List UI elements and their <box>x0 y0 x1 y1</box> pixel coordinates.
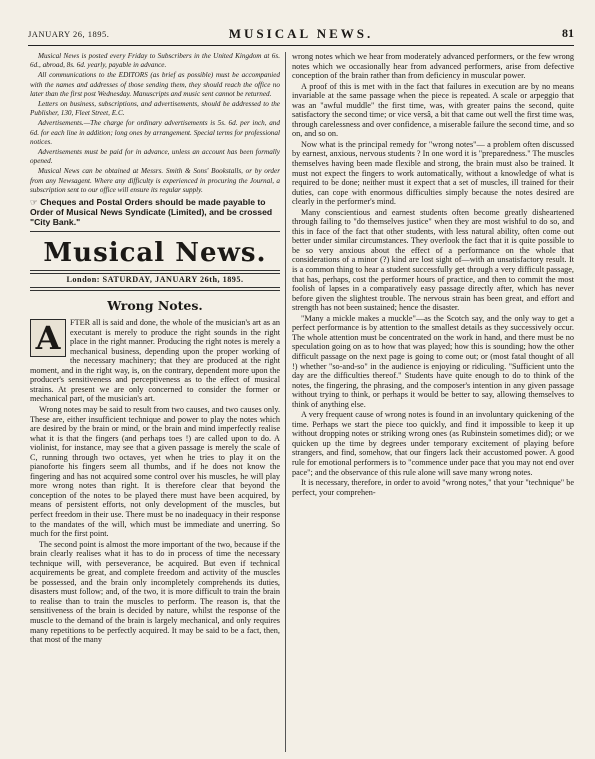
page-number: 81 <box>562 26 574 40</box>
article-paragraph: The second point is almost the more important of the two, because if the brain clearly realises what it has to do in process of time the necessary technique will, with perseverance, be acquired. But even if technical acquirements be great, and complete freedom and activity of the muscles be possessed, and the brain only incompletely comprehends its duties, disasters must follow; and, of the two, it is more difficult to train the brain to realise than to train the muscles to perform. The reason is, that the sensitiveness of the brain is decided by nature, whilst the response of the muscle to the demand of the brain is largely mechanical, and only requires many repetitions to be perfectly acquired. It may be said to be a fact, then, that most of the many <box>30 539 280 645</box>
article-paragraph: Many conscientious and earnest students often become greatly disheartened through failing to "do themselves justice" when they are most wishful to do so, and this in face of the fact that other students, with less natural ability, often come out better under similar circumstances. They overlook the fact that it is quite possible to be so very anxious about the effect of a performance on the whole that considerations of a minor (?) kind are lost sight of—with an unsatisfactory result. It is a common thing to hear a student successfully get through a very difficult passage, that has, perhaps, cost the performer hours of practice, and then to commit the most foolish of lapses in a comparatively easy passage directly after, which has never before given the slightest trouble. The nervous strain has been great, and effort and strength has not been sustained; hence the disaster. <box>292 207 574 313</box>
masthead-rule <box>30 270 280 274</box>
publisher-notices <box>30 52 280 195</box>
running-head-title: MUSICAL NEWS. <box>228 26 374 41</box>
left-column <box>30 52 280 646</box>
notice-advertisements: Advertisements.—The charge for ordinary advertisements is 5s. 6d. per inch, and 6d. for each line in addition; long ones by arrangement. Special terms for professional notices. <box>30 119 280 146</box>
dateline-rule <box>30 287 280 291</box>
cheque-notice: ☞ Cheques and Postal Orders should be made payable to Order of Musical News Syndicate (Limited), and be crossed "City Bank." <box>30 197 273 228</box>
running-head <box>28 26 574 42</box>
masthead: Musical News. <box>43 238 267 269</box>
notice-subscription: Musical News is posted every Friday to Subscribers in the United Kingdom at 6s. 6d., abroad, 8s. 6d. yearly, payable in advance. <box>30 52 280 70</box>
article-body-right <box>292 52 574 497</box>
article-paragraph: Wrong notes may be said to result from two causes, and two causes only. These are, either insufficient technique and power to play the notes which are desired by the brain or mind, or the brain and mind imperfectly realise what it is that the fingers (and perhaps toes !) are called upon to do. A violinist, for instance, may see that a given passage is merely the scale of C, running through two octaves, yet when he tries to play it on the pianoforte his fingers seem all thumbs, and if he does not know the fingering and has not acquired some control over his muscles, he will play more wrong notes than right. It is therefore clear that beyond the conception of the notes to be played there must have been acquired, by means of persistent efforts, not only development of the muscles, but perfect freedom in their use. There must be no inadequacy in their response to the mandates of the will, which must be immediate and unerring. So much for the first point. <box>30 404 280 539</box>
article-title: Wrong Notes. <box>107 298 203 314</box>
column-divider <box>285 52 286 752</box>
article-body-left <box>30 318 280 645</box>
header-rule <box>28 45 574 46</box>
right-column <box>292 52 574 498</box>
article-paragraph: Now what is the principal remedy for "wrong notes"— a problem often discussed by earnest, anxious, nervous students ? In one word it is "preparedness." The muscles themselves having been made flexible and strong, the brain must also be trained. It must not expect the fingers to work automatically, without a knowledge of what is required to be done; neither must it expect that a set of muscles, ill trained for their duties, can cope with enormous difficulties simply because the notes desired are clearly in the performer's mind. <box>292 139 574 207</box>
running-head-date: JANUARY 26, 1895. <box>28 29 110 39</box>
notice-rule <box>30 231 280 232</box>
notice-bookstalls: Musical News can be obtained at Messrs. Smith & Sons' Bookstalls, or by order from any Newsagent. Where any difficulty is experienced in procuring the Journal, a subscription sent to our office will ensure its regular supply. <box>30 167 280 194</box>
article-paragraph: A very frequent cause of wrong notes is found in an involuntary quickening of the time. Perhaps we start the piece too quickly, and find it impossible to keep it up without dropping notes or striking wrong ones (as Rubinstein sometimes did); or we quicken up the time by degrees under temporary excitement of playing before strangers, and find, somehow, that our fingers lack their accustomed power. A good rule for emotional performers is to "commence under pace that you may not end over pace"; and the observance of this rule alone will save many wrong notes. <box>292 410 574 477</box>
article-paragraph: A proof of this is met with in the fact that failures in execution are by no means invariable at the same passage when the piece is repeated. A scale or arpeggio that was an "awful muddle" the first time, was, with greater pains the second, quite satisfactory the second time; or vice versâ, a bit that came out well the first time was, through carelessness and over confidence, a miserable failure the second time, and so on, and so on. <box>292 81 574 139</box>
notice-communications: All communications to the EDITORS (as brief as possible) must be accompanied with the names and addresses of those sending them, they should reach the office no later than the first post Wednesday. Manuscripts and music sent cannot be returned. <box>30 71 280 98</box>
drop-cap: A <box>30 319 66 357</box>
article-paragraph: A FTER all is said and done, the whole of the musician's art as an executant is merely to produce the right sounds in the right place in the right manner. Producing the right notes is merely a mechanical business, depending upon the proper working of the necessary machinery; that they are produced at the right moment, and in the right way, is, on the contrary, dependent more upon the producer's sensitiveness and perceptiveness as to the effect of musical strains. At present we are only concerned to consider the former or mechanical part, of the musician's art. <box>30 318 280 404</box>
notice-payment: Advertisements must be paid for in advance, unless an account has been formally opened. <box>30 148 280 166</box>
article-paragraph: "Many a mickle makes a muckle"—as the Scotch say, and the only way to get a perfect performance is by attention to the smallest details as they successively occur. The whole attention must be concentrated on the work in hand, and there must be no speculation going on as to how that was played; how this is sounding; how the other difficult passage on the next page is going to come out; or (most fatal thought of all !) whether "so-and-so" in the audience is enjoying or ridiculing. "Sufficient unto the day are the difficulties thereof." Students have quite enough to do to think of the notes, the fingering, the phrasing, and the composer's intention in any given passage without trying to think, or perhaps it would be better to say, allowing themselves to think of anything else. <box>292 313 574 409</box>
notice-business: Letters on business, subscriptions, and advertisements, should be addressed to the Publisher, 130, Fleet Street, E.C. <box>30 100 280 118</box>
dateline: London: SATURDAY, JANUARY 26th, 1895. <box>66 275 244 285</box>
article-paragraph: It is necessary, therefore, in order to avoid "wrong notes," that your "technique" be perfect, your comprehen- <box>292 478 574 497</box>
article-paragraph: wrong notes which we hear from moderately advanced performers, or the few wrong notes which we occasionally hear from advanced performers, arise from defective conception of the brain rather than from deficiency in muscular power. <box>292 52 574 81</box>
